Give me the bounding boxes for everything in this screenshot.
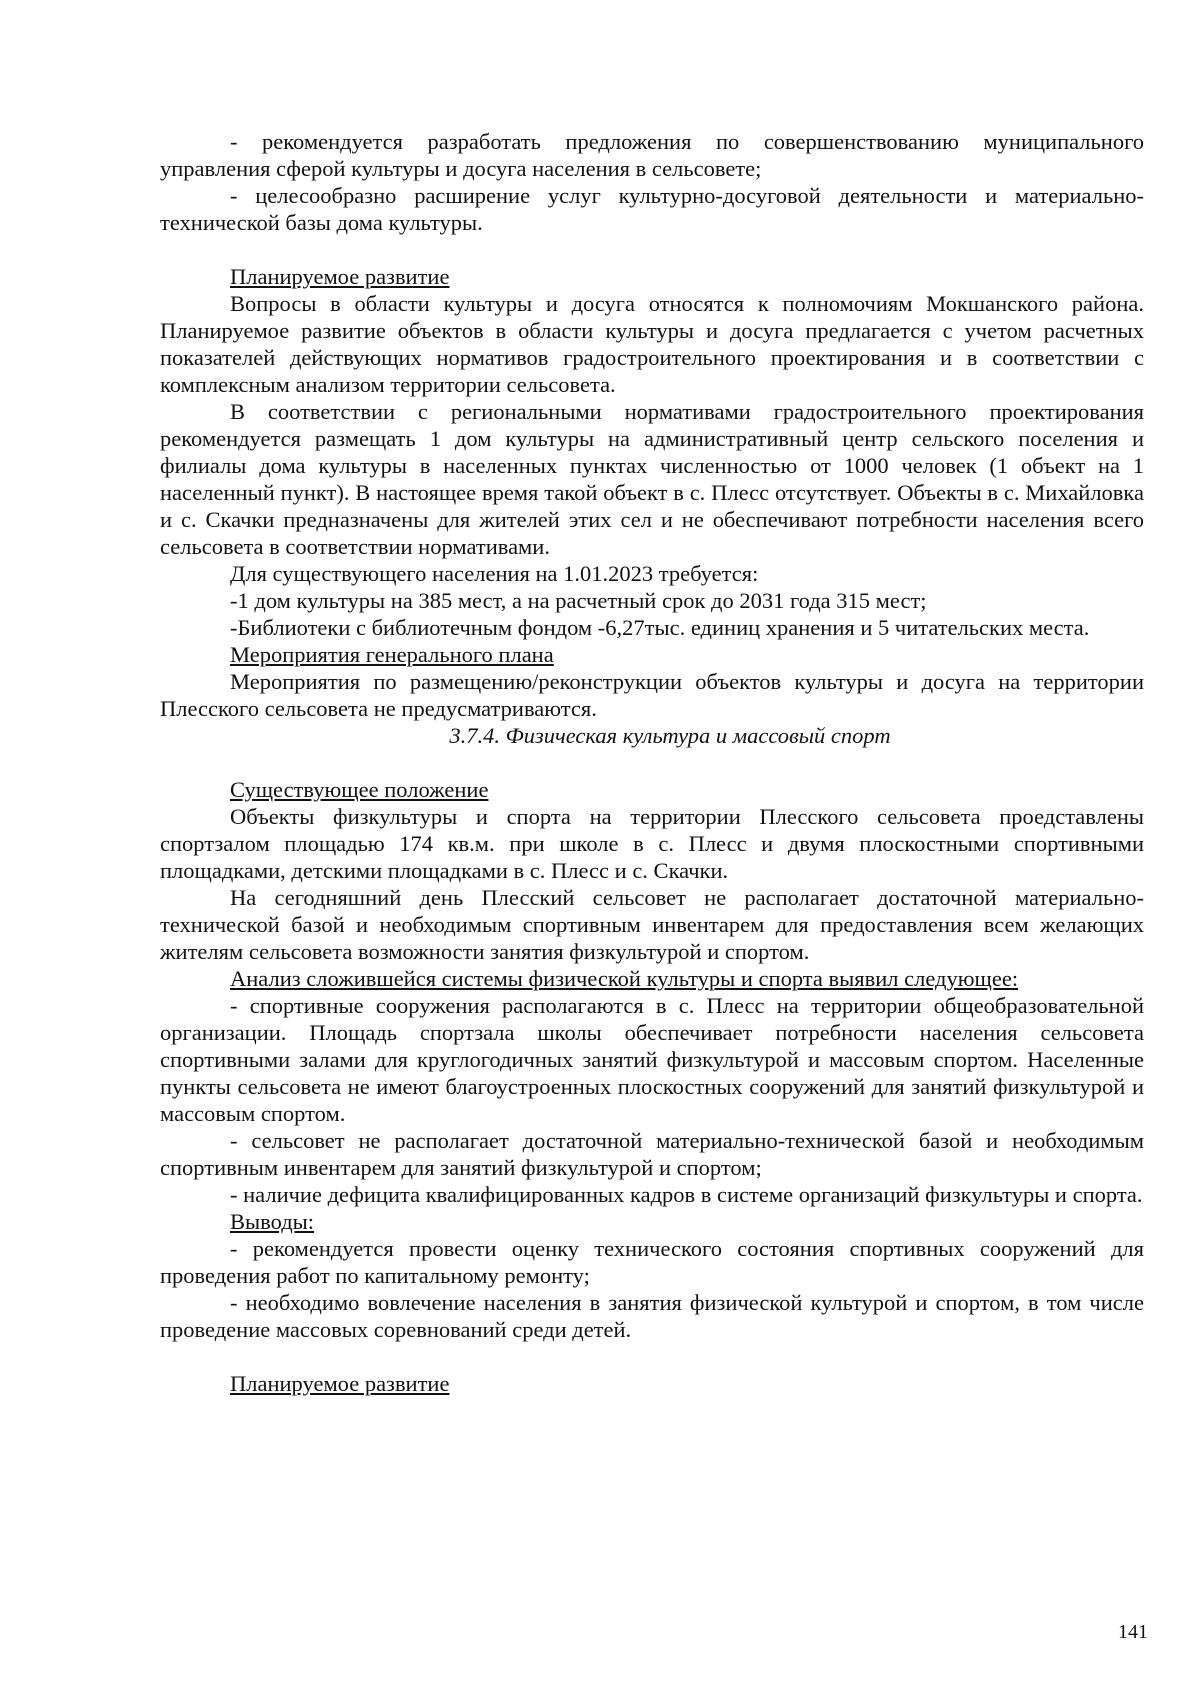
paragraph-conclusion-1: - рекомендуется провести оценку технического состояния спортивных сооружений для проведения работ по капитальному ремонту; (160, 1236, 1144, 1288)
section-title-physical-culture: 3.7.4. Физическая культура и массовый спорт (449, 723, 891, 748)
paragraph-house-of-culture-need: -1 дом культуры на 385 мест, а на расчетный срок до 2031 года 315 мест; (230, 588, 927, 613)
paragraph-sport-facilities: - спортивные сооружения располагаются в с. Плесс на территории общеобразовательной организации. Площадь спортзала школы обеспечивает потребности населения сельсовета спортивными залами для круглогодичных занятий физкультурой и массовым спортом. Населенные пункты сельсовета не имеют благоустроенных плоскостных сооружений для занятий физкультурой и массовым спортом. (160, 993, 1144, 1126)
paragraph-staff-deficit: - наличие дефицита квалифицированных кадров в системе организаций физкультуры и спорта. (230, 1182, 1143, 1207)
paragraph-regional-norms: В соответствии с региональными нормативами градостроительного проектирования рекомендуется размещать 1 дом культуры на административный центр сельского поселения и филиалы дома культуры в населенных пунктах численностью от 1000 человек (1 объект на 1 населенный пункт). В настоящее время такой объект в с. Плесс отсутствует. Объекты в с. Михайловка и с. Скачки предназначены для жителей этих сел и не обеспечивают потребности населения всего сельсовета в соответствии нормативами. (160, 399, 1144, 559)
paragraph-no-measures: Мероприятия по размещению/реконструкции объектов культуры и досуга на территории Плесского сельсовета не предусматриваются. (160, 669, 1144, 721)
heading-planned-development-culture-text: Планируемое развитие (230, 264, 450, 289)
document-page (160, 128, 1144, 1397)
paragraph-population-requirement: Для существующего населения на 1.01.2023 требуется: (230, 561, 759, 586)
heading-planned-development-sport-text: Планируемое развитие (230, 1371, 450, 1396)
paragraph-conclusion-2: - необходимо вовлечение населения в занятия физической культурой и спортом, в том числе проведение массовых соревнований среди детей. (160, 1290, 1144, 1342)
paragraph-library-need: -Библиотеки с библиотечным фондом -6,27тыс. единиц хранения и 5 читательских места. (230, 615, 1090, 640)
heading-analysis (160, 965, 1144, 992)
page-number: 141 (1118, 1621, 1148, 1643)
heading-analysis-text: Анализ сложившейся системы физической культуры и спорта выявил следующее: (230, 966, 1019, 991)
heading-conclusions (160, 1208, 1144, 1235)
heading-existing-situation (160, 776, 1144, 803)
paragraph-culture-recommendation-1: - рекомендуется разработать предложения по совершенствованию муниципального управления сферой культуры и досуга населения в сельсовете; (160, 129, 1144, 181)
paragraph-culture-powers: Вопросы в области культуры и досуга относятся к полномочиям Мокшанского района. Планируемое развитие объектов в области культуры и досуга предлагается с учетом расчетных показателей действующих нормативов градостроительного проектирования и в соответствии с комплексным анализом территории сельсовета. (160, 291, 1144, 397)
heading-existing-situation-text: Существующее положение (230, 777, 489, 802)
heading-general-plan-measures (160, 641, 1144, 668)
paragraph-sport-base: На сегодняшний день Плесский сельсовет не располагает достаточной материально-технической базой и необходимым спортивным инвентарем для предоставления всем желающих жителям сельсовета возможности занятия физкультурой и спортом. (160, 885, 1144, 964)
heading-general-plan-measures-text: Мероприятия генерального плана (230, 642, 554, 667)
heading-planned-development-sport (160, 1370, 1144, 1397)
paragraph-sport-inventory: - сельсовет не располагает достаточной материально-технической базой и необходимым спортивным инвентарем для занятий физкультурой и спортом; (160, 1128, 1144, 1180)
paragraph-culture-recommendation-2: - целесообразно расширение услуг культурно-досуговой деятельности и материально-технической базы дома культуры. (160, 183, 1144, 235)
heading-planned-development-culture (160, 263, 1144, 290)
paragraph-sport-objects: Объекты физкультуры и спорта на территории Плесского сельсовета проедставлены спортзалом площадью 174 кв.м. при школе в с. Плесс и двумя плоскостными спортивными площадками, детскими площадками в с. Плесс и с. Скачки. (160, 804, 1144, 883)
heading-conclusions-text: Выводы: (230, 1209, 315, 1234)
